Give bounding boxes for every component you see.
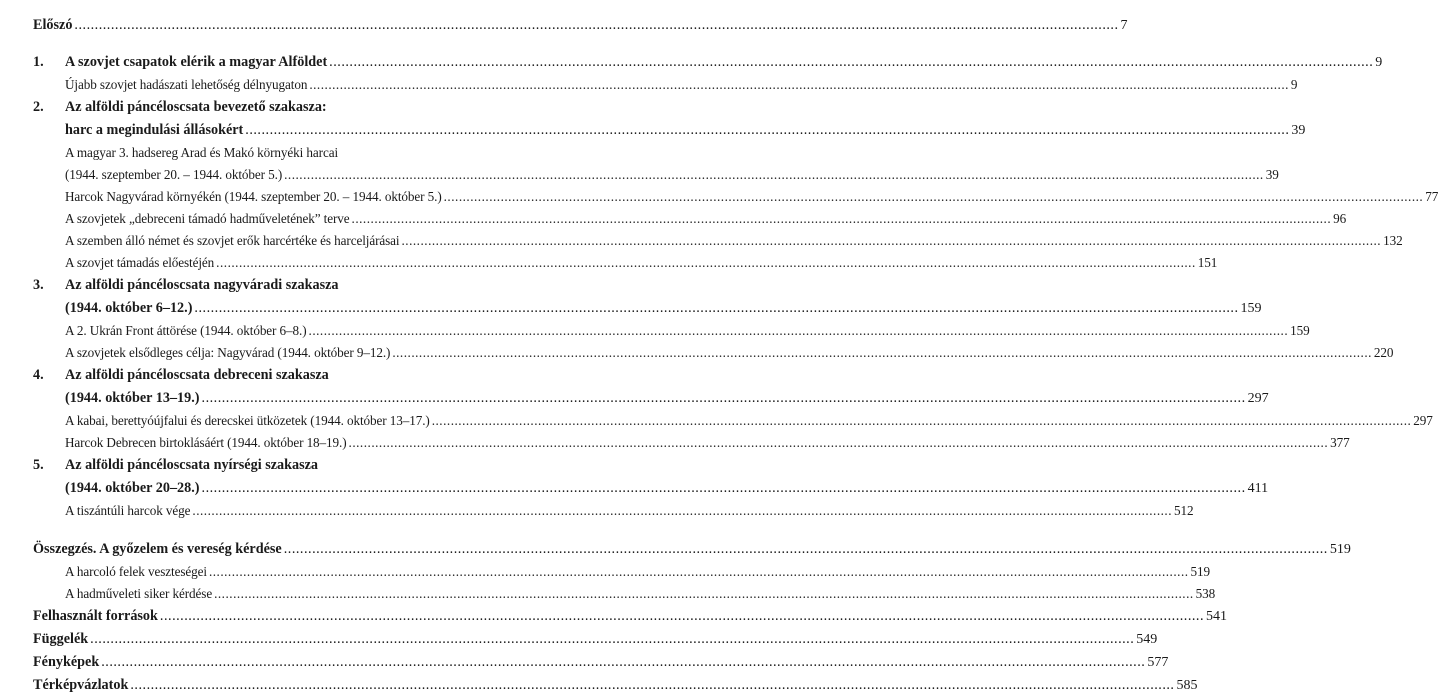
leader-dots: [245, 119, 1289, 142]
spacer: [33, 522, 531, 538]
toc-entry-title: A szemben álló német és szovjet erők harcértéke és harceljárásai: [65, 233, 400, 248]
leader-dots: [90, 628, 1134, 651]
chapter-number: 1.: [33, 54, 44, 70]
leader-dots: [284, 538, 1328, 561]
toc-page-number: 9: [1375, 55, 1383, 70]
toc-entry-title: A 2. Ukrán Front áttörése (1944. október 6–8.): [65, 323, 307, 338]
toc-entry-title-cont: (1944. szeptember 20. – 1944. október 5.): [65, 167, 283, 182]
chapter-number: 3.: [33, 277, 44, 293]
toc-page-number: 159: [1290, 323, 1310, 338]
leader-dots: [160, 605, 1204, 628]
toc-chapter-5-line1[interactable]: [33, 454, 531, 477]
toc-entry-title: Térképvázlatok: [33, 677, 129, 693]
chapter-number: 5.: [33, 457, 44, 473]
toc-page-number: 77: [1425, 189, 1438, 204]
toc-page-number: 538: [1195, 586, 1216, 601]
toc-page-number: 549: [1136, 632, 1158, 647]
leader-dots: [309, 74, 1289, 96]
toc-entry-title: Az alföldi páncéloscsata bevezető szakasza:: [65, 99, 327, 115]
toc-page-number: 9: [1290, 77, 1298, 92]
leader-dots: [74, 14, 1118, 37]
toc-entry-summary[interactable]: [33, 538, 1351, 561]
toc-page-number: 39: [1291, 123, 1306, 138]
toc-page-number: 151: [1197, 255, 1218, 270]
toc-entry-title: Függelék: [33, 631, 89, 647]
toc-subentry[interactable]: [33, 252, 1218, 274]
toc-entry-title: Az alföldi páncéloscsata debreceni szakasza: [65, 367, 329, 383]
leader-dots: [130, 674, 1174, 697]
toc-page-number: 132: [1383, 233, 1403, 248]
leader-dots: [194, 297, 1238, 320]
leader-dots: [214, 583, 1194, 605]
toc-entry-eloszo[interactable]: [33, 14, 1128, 37]
toc-entry-title: A magyar 3. hadsereg Arad és Makó környéki harcai: [65, 145, 339, 160]
toc-entry-title-cont: (1944. október 20–28.): [65, 480, 200, 496]
toc-page-number: 159: [1240, 301, 1262, 316]
toc-subentry[interactable]: [33, 410, 1433, 432]
toc-page-number: 585: [1176, 678, 1198, 693]
toc-page-number: 512: [1174, 503, 1194, 518]
toc-subentry[interactable]: [33, 164, 1279, 186]
toc-entry-title-cont: harc a megindulási állásokért: [65, 122, 244, 138]
toc-entry-title: A hadműveleti siker kérdése: [65, 586, 213, 601]
toc-subentry[interactable]: [33, 561, 1211, 583]
toc-subentry[interactable]: [33, 432, 1350, 454]
toc-subentry[interactable]: [33, 342, 1394, 364]
toc-entry-title: A harcoló felek veszteségei: [65, 564, 207, 579]
toc-subentry[interactable]: [33, 230, 1403, 252]
leader-dots: [352, 208, 1332, 230]
toc-page-number: 96: [1333, 211, 1347, 226]
toc-subentry[interactable]: [33, 74, 1298, 96]
toc-entry-title: Harcok Nagyvárad környékén (1944. szeptember 20. – 1944. október 5.): [65, 189, 442, 204]
toc-page-number: 297: [1247, 391, 1269, 406]
chapter-number: 2.: [33, 99, 44, 115]
toc-chapter-2-line2[interactable]: [33, 119, 1306, 142]
toc-entry-title: A szovjetek „debreceni támadó hadműveletének” terve: [65, 211, 350, 226]
spacer: [33, 37, 531, 51]
toc-subentry[interactable]: [33, 186, 1438, 208]
leader-dots: [329, 51, 1373, 74]
toc-entry-maps[interactable]: [33, 674, 1198, 697]
toc-subentry[interactable]: [33, 142, 531, 164]
toc-entry-title: A szovjet csapatok elérik a magyar Alföldet: [65, 54, 328, 70]
toc-subentry[interactable]: [33, 320, 1310, 342]
chapter-number: 4.: [33, 367, 44, 383]
toc-subentry[interactable]: [33, 583, 1216, 605]
toc-page-number: 377: [1330, 435, 1350, 450]
toc-chapter-1[interactable]: [33, 51, 1383, 74]
leader-dots: [202, 387, 1246, 410]
leader-dots: [432, 410, 1412, 432]
toc-chapter-3-line2[interactable]: [33, 297, 1262, 320]
toc-entry-title: Felhasznált források: [33, 608, 158, 624]
toc-page-number: 220: [1373, 345, 1394, 360]
leader-dots: [101, 651, 1145, 674]
table-of-contents: [33, 14, 1438, 697]
toc-page-number: 541: [1206, 609, 1228, 624]
leader-dots: [444, 186, 1424, 208]
toc-entry-title: Az alföldi páncéloscsata nyírségi szakasza: [65, 457, 318, 473]
toc-chapter-4-line2[interactable]: [33, 387, 1269, 410]
leader-dots: [284, 164, 1264, 186]
toc-entry-photos[interactable]: [33, 651, 1169, 674]
toc-entry-title: Összegzés. A győzelem és vereség kérdése: [33, 541, 282, 557]
toc-entry-title: A szovjet támadás előestéjén: [65, 255, 215, 270]
leader-dots: [209, 561, 1189, 583]
toc-page-number: 577: [1147, 655, 1169, 670]
toc-entry-title: Az alföldi páncéloscsata nagyváradi szakasza: [65, 277, 339, 293]
toc-entry-title-cont: (1944. október 13–19.): [65, 390, 200, 406]
toc-subentry[interactable]: [33, 208, 1347, 230]
toc-page-number: 519: [1329, 542, 1351, 557]
toc-chapter-3-line1[interactable]: [33, 274, 531, 297]
toc-page-number: 411: [1247, 481, 1269, 496]
toc-entry-title: Fényképek: [33, 654, 100, 670]
toc-entry-sources[interactable]: [33, 605, 1228, 628]
leader-dots: [392, 342, 1372, 364]
leader-dots: [401, 230, 1381, 252]
toc-entry-title: A kabai, berettyóújfalui és derecskei ütközetek (1944. október 13–17.): [65, 413, 430, 428]
toc-entry-title: A szovjetek elsődleges célja: Nagyvárad (1944. október 9–12.): [65, 345, 391, 360]
leader-dots: [309, 320, 1289, 342]
leader-dots: [202, 477, 1246, 500]
toc-entry-title: Újabb szovjet hadászati lehetőség délnyugaton: [65, 77, 308, 92]
toc-chapter-5-line2[interactable]: [33, 477, 1269, 500]
toc-entry-title: Harcok Debrecen birtoklásáért (1944. október 18–19.): [65, 435, 347, 450]
leader-dots: [192, 500, 1172, 522]
toc-page-number: 519: [1190, 564, 1211, 579]
leader-dots: [349, 432, 1329, 454]
leader-dots: [216, 252, 1196, 274]
toc-page-number: 39: [1265, 167, 1279, 182]
toc-entry-appendix[interactable]: [33, 628, 1158, 651]
toc-chapter-2-line1[interactable]: [33, 96, 531, 119]
toc-entry-title: A tiszántúli harcok vége: [65, 503, 191, 518]
toc-page-number: 7: [1120, 18, 1128, 33]
toc-chapter-4-line1[interactable]: [33, 364, 531, 387]
toc-page-number: 297: [1413, 413, 1433, 428]
toc-subentry[interactable]: [33, 500, 1194, 522]
toc-entry-title-cont: (1944. október 6–12.): [65, 300, 193, 316]
toc-entry-title: Előszó: [33, 17, 73, 33]
